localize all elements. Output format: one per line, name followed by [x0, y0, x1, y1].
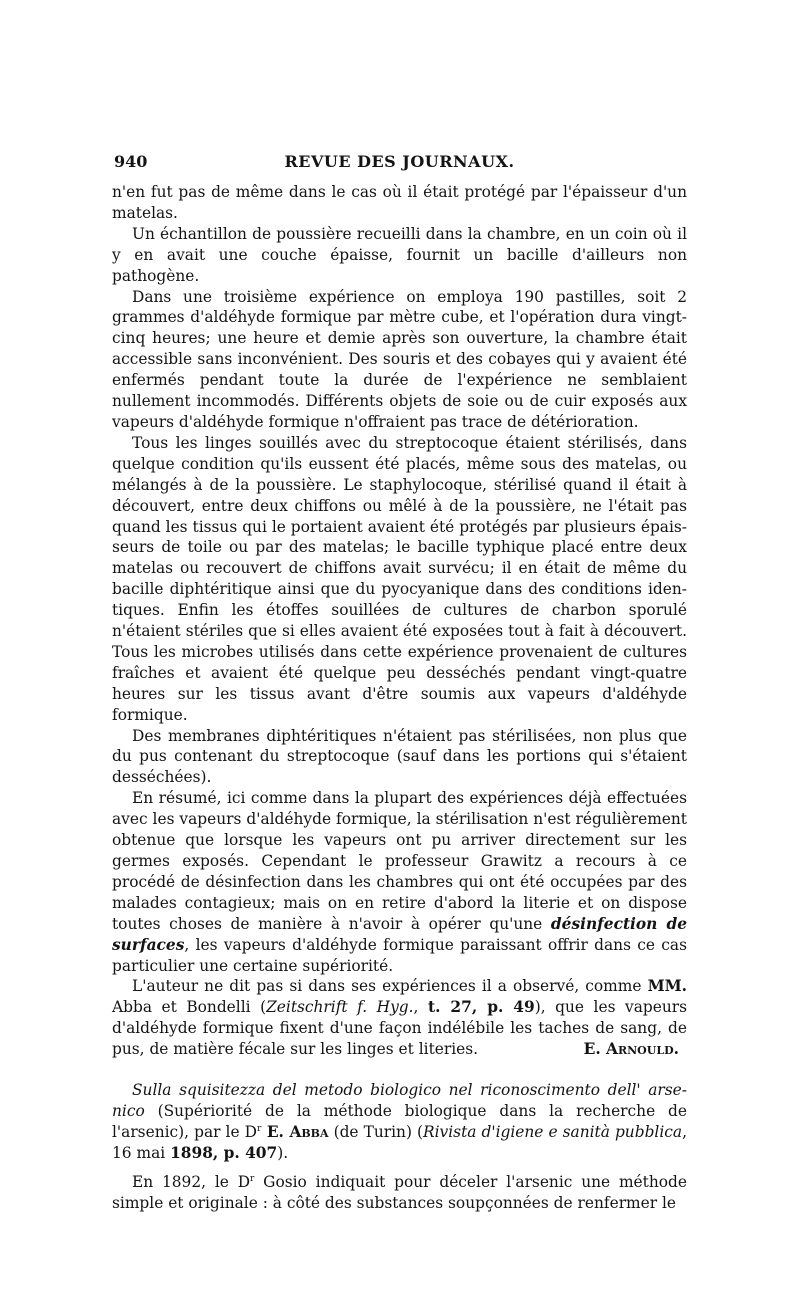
- page-header: [112, 150, 687, 182]
- review-section: [112, 1080, 687, 1213]
- journal-page: [112, 150, 687, 1214]
- article-body: [112, 182, 687, 1214]
- review-title: Sulla squisitezza del metodo biologico nel riconoscimento dell' arsenico: [112, 1081, 687, 1120]
- review-heading: Sulla squisitezza del metodo biologico nel riconoscimento dell' arsenico (Supériorité de la méthode biologique dans la recherche de l'arsenic), par le $D^r$ E. Abba (de Turin) (Rivista d'igiene e sanità pubblica, 16 mai 1898, p. 407).: [112, 1081, 687, 1162]
- review-author: E. Abba: [261, 1122, 329, 1141]
- journal-citation: Zeitschrift f. Hyg.: [266, 998, 414, 1017]
- review-journal: Rivista d'igiene e sanità pubblica: [423, 1122, 683, 1141]
- paragraph-author-note: L'auteur ne dit pas si dans ses expériences il a observé, comme MM. Abba et Bondelli (Zeitschrift f. Hyg., t. 27, p. 49), que les vapeurs d'aldéhyde formique fixent d'une façon indélébile les taches de sang, de pus, de matière fécale sur les linges et literies. E. Arnould.: [112, 977, 688, 1059]
- paragraph-summary: En résumé, ici comme dans la plupart des expériences déjà effectuées avec les vapeurs d'aldéhyde formique, la stérilisation n'est régulièrement obtenue que lorsque les vapeurs ont pu arriver directement sur les germes exposés. Cependant le professeur Grawitz a recours à ce procédé de désinfection dans les chambres qui ont été occupées par des malades contagieux; mais on en retire d'abord la literie et on dispose toutes choses de manière à n'avoir à opérer qu'une désinfection de surfaces, les vapeurs d'aldéhyde formique paraissant offrir dans ce cas particulier une certaine supériorité.: [112, 789, 687, 975]
- running-title: REVUE DES JOURNAUX.: [284, 152, 515, 171]
- paragraph-continuation: n'en fut pas de même dans le cas où il était protégé par l'épaisseur d'un matelas.: [112, 183, 687, 222]
- page-number: 940: [114, 152, 148, 171]
- emphasis-surface-disinfection: désinfection de surfaces: [112, 914, 687, 954]
- review-first-paragraph: En 1892, le $D^r$ Gosio indiquait pour déceler l'arsenic une méthode simple et originale : à côté des substances soupçonnées de renfermer le: [112, 1172, 687, 1212]
- author-signoff: E. Arnould.: [583, 1040, 679, 1059]
- paragraph-linens: Tous les linges souillés avec du streptocoque étaient stérilisés, dans quelque condition qu'ils eussent été placés, même sous des matelas, ou mélangés à de la poussière. Le staphylocoque, stérilisé quand il était à découvert, entre deux chiffons ou mêlé à de la poussière, ne l'était pas quand les tissus qui le portaient avaient été protégés par plusieurs épaisseurs de toile ou par des matelas; le bacille typhique placé entre deux matelas ou recouvert de chiffons avait survécu; il en était de même du bacille diphtéritique ainsi que du pyocyanique dans des conditions identiques. Enfin les étoffes souillées de cultures de charbon sporulé n'étaient stériles que si elles avaient été exposées tout à fait à découvert. Tous les microbes utilisés dans cette expérience provenaient de cultures fraîches et avaient été quelque peu desséchés pendant vingt-quatre heures sur les tissus avant d'être soumis aux vapeurs d'aldéhyde formique.: [112, 433, 687, 724]
- paragraph-dust-sample: Un échantillon de poussière recueilli dans la chambre, en un coin où il y en avait une couche épaisse, fournit un bacille d'ailleurs non pathogène.: [112, 224, 687, 285]
- paragraph-third-experiment: Dans une troisième expérience on employa 190 pastilles, soit 2 grammes d'aldéhyde formique par mètre cube, et l'opération dura vingt-cinq heures; une heure et demie après son ouverture, la chambre était accessible sans inconvénient. Des souris et des cobayes qui y avaient été enfermés pendant toute la durée de l'expérience ne semblaient nullement incommodés. Différents objets de soie ou de cuir exposés aux vapeurs d'aldéhyde formique n'offraient pas trace de détérioration.: [112, 287, 687, 431]
- paragraph-membranes: Des membranes diphtéritiques n'étaient pas stérilisées, non plus que du pus contenant du streptocoque (sauf dans les portions qui s'étaient desséchées).: [112, 726, 687, 787]
